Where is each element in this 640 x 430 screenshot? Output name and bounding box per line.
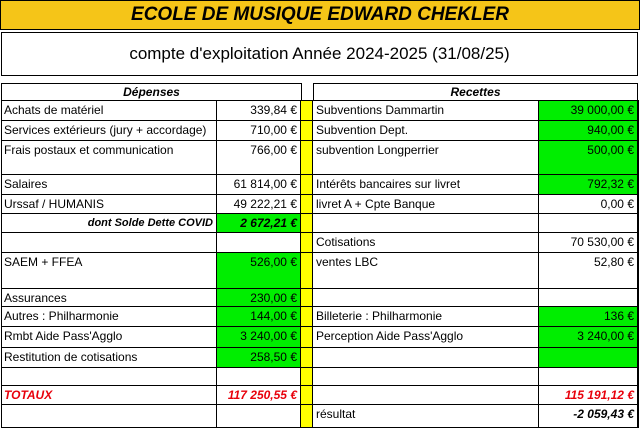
depense-amount: 766,00 € (217, 141, 301, 175)
column-separator (301, 405, 313, 428)
total-recettes: 115 191,12 € (539, 386, 638, 405)
recette-amount (539, 348, 638, 368)
depense-amount (217, 233, 301, 253)
depense-label: Restitution de cotisations (1, 348, 217, 368)
column-separator (301, 253, 313, 289)
depense-label (1, 233, 217, 253)
column-separator (301, 175, 313, 195)
column-separator (301, 101, 313, 121)
column-separator (301, 327, 313, 348)
recette-amount: 792,32 € (539, 175, 638, 195)
recette-amount: 3 240,00 € (539, 327, 638, 348)
depense-amount: 2 672,21 € (217, 214, 301, 233)
recettes-header: Recettes (313, 83, 638, 101)
column-separator (301, 348, 313, 368)
recette-label (313, 214, 539, 233)
recette-label: Subventions Dammartin (313, 101, 539, 121)
total-depenses: 117 250,55 € (217, 386, 301, 405)
recette-label: ventes LBC (313, 253, 539, 289)
resultat-amount: -2 059,43 € (539, 405, 638, 428)
spacer-row (313, 368, 539, 386)
depense-amount: 230,00 € (217, 289, 301, 307)
column-separator (301, 121, 313, 141)
depense-label: Rmbt Aide Pass'Agglo (1, 327, 217, 348)
recette-label: subvention Longperrier (313, 141, 539, 175)
recette-amount: 940,00 € (539, 121, 638, 141)
depense-label: Urssaf / HUMANIS (1, 195, 217, 214)
recette-amount: 0,00 € (539, 195, 638, 214)
spacer-row (1, 368, 217, 386)
column-separator (301, 195, 313, 214)
totals-recettes-label-empty (313, 386, 539, 405)
spacer-row (217, 368, 301, 386)
depense-label: Autres : Philharmonie (1, 307, 217, 327)
report-subtitle: compte d'exploitation Année 2024-2025 (31/08/25) (1, 32, 638, 76)
depense-label: Services extérieurs (jury + accordage) (1, 121, 217, 141)
school-title: ECOLE DE MUSIQUE EDWARD CHEKLER (0, 0, 640, 30)
depense-amount: 258,50 € (217, 348, 301, 368)
recette-label: Subvention Dept. (313, 121, 539, 141)
resultat-label: résultat (313, 405, 539, 428)
recette-label (313, 348, 539, 368)
column-separator (301, 307, 313, 327)
depense-amount: 710,00 € (217, 121, 301, 141)
depense-amount: 61 814,00 € (217, 175, 301, 195)
recette-amount: 52,80 € (539, 253, 638, 289)
recette-label: livret A + Cpte Banque (313, 195, 539, 214)
depense-label: SAEM + FFEA (1, 253, 217, 289)
depense-amount: 49 222,21 € (217, 195, 301, 214)
resultat-left-empty (1, 405, 217, 428)
column-separator (301, 141, 313, 175)
recette-amount: 39 000,00 € (539, 101, 638, 121)
depense-label: Achats de matériel (1, 101, 217, 121)
recette-amount (539, 289, 638, 307)
recette-label: Billeterie : Philharmonie (313, 307, 539, 327)
column-separator (301, 214, 313, 233)
totals-label: TOTAUX (1, 386, 217, 405)
recette-amount: 70 530,00 € (539, 233, 638, 253)
depense-amount: 339,84 € (217, 101, 301, 121)
depense-amount: 526,00 € (217, 253, 301, 289)
spacer-row (539, 368, 638, 386)
recette-label (313, 289, 539, 307)
recette-amount: 136 € (539, 307, 638, 327)
column-separator (301, 233, 313, 253)
column-separator (301, 368, 313, 386)
depense-amount: 144,00 € (217, 307, 301, 327)
recette-label: Cotisations (313, 233, 539, 253)
recette-amount: 500,00 € (539, 141, 638, 175)
column-separator (301, 386, 313, 405)
resultat-left-amount-empty (217, 405, 301, 428)
depense-label: Assurances (1, 289, 217, 307)
depense-label: Salaires (1, 175, 217, 195)
depenses-header: Dépenses (1, 83, 302, 101)
column-separator (301, 289, 313, 307)
depense-label: Frais postaux et communication (1, 141, 217, 175)
recette-label: Perception Aide Pass'Agglo (313, 327, 539, 348)
recette-label: Intérêts bancaires sur livret (313, 175, 539, 195)
recette-amount (539, 214, 638, 233)
depense-amount: 3 240,00 € (217, 327, 301, 348)
depense-label: dont Solde Dette COVID (1, 214, 217, 233)
